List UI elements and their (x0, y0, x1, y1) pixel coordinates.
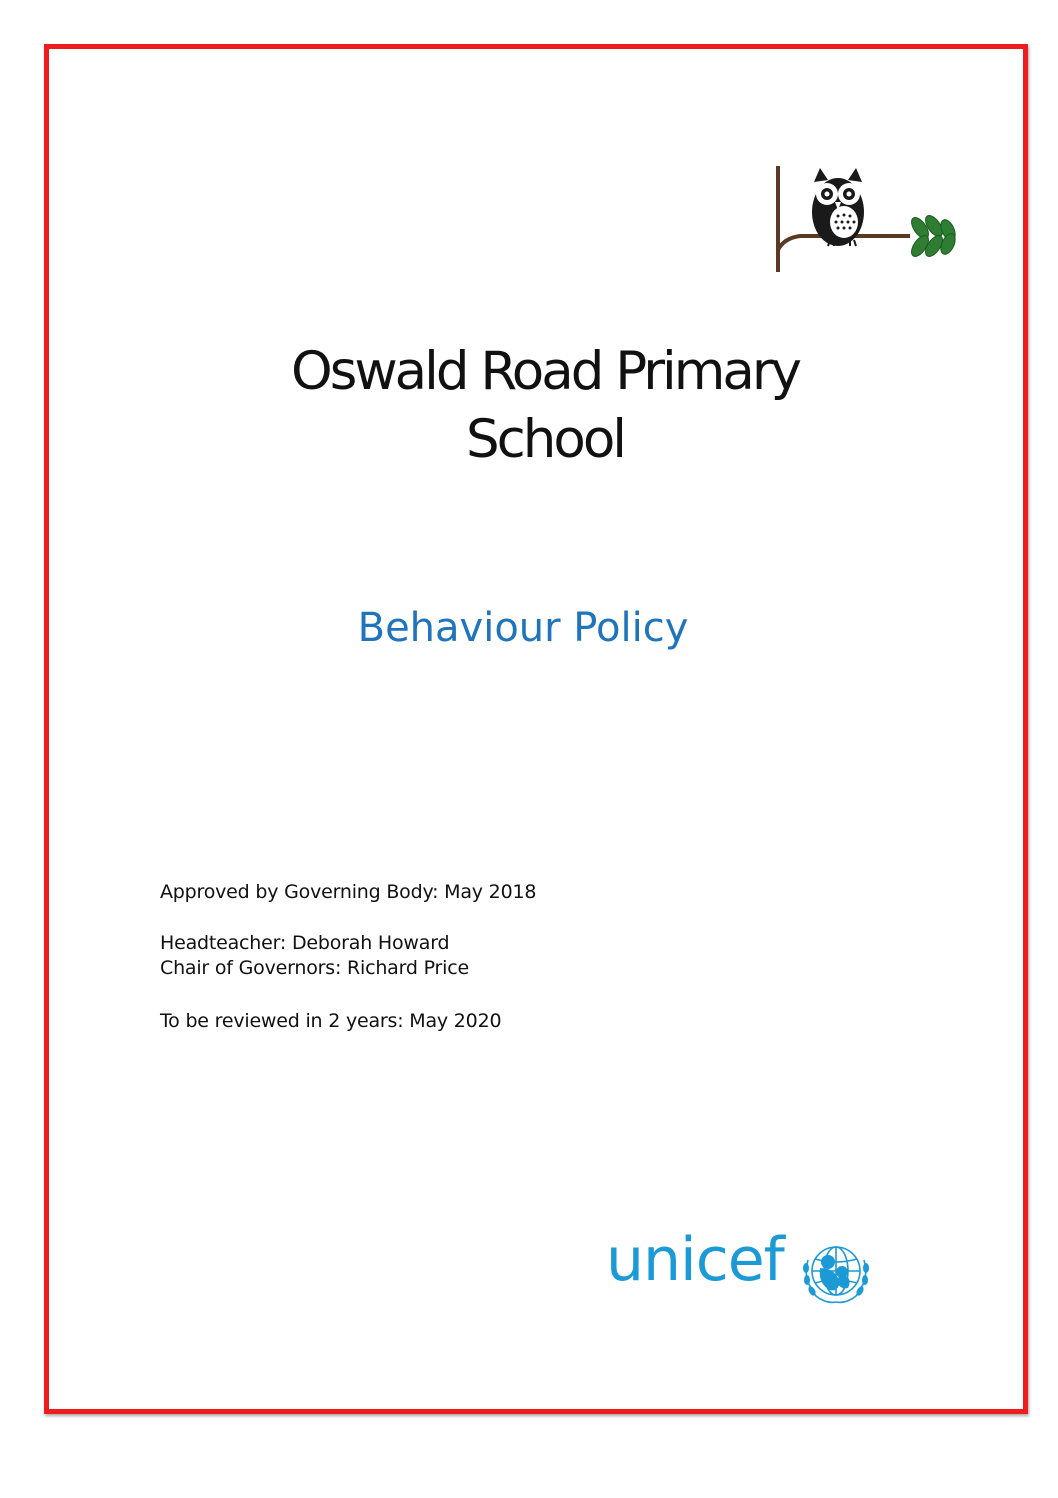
school-title-line1: Oswald Road Primary (290, 341, 799, 402)
unicef-emblem-icon (798, 1238, 874, 1308)
chair-of-governors: Chair of Governors: Richard Price (160, 957, 469, 979)
policy-title: Behaviour Policy (357, 605, 689, 651)
headteacher-name: Headteacher: Deborah Howard (160, 932, 450, 954)
approval-date: Approved by Governing Body: May 2018 (160, 881, 537, 903)
school-title (150, 338, 940, 474)
school-title-line2: School (466, 409, 624, 470)
review-date: To be reviewed in 2 years: May 2020 (160, 1010, 502, 1032)
unicef-wordmark: unicef (606, 1225, 784, 1295)
owl-on-branch-icon (770, 160, 960, 280)
